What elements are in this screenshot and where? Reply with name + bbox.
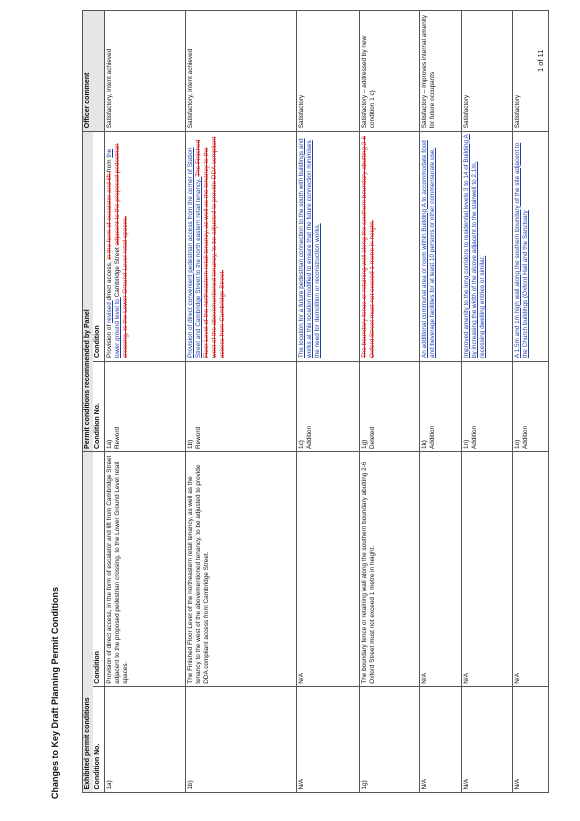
exhibited-condition-header: Condition (93, 452, 104, 687)
exhibited-condition-no: N/A (296, 687, 359, 793)
panel-condition-number: 1k) (420, 440, 428, 449)
deleted-text: in the form of escalator and lift (105, 172, 113, 260)
panel-change-type: Addition (305, 425, 313, 449)
officer-comment: Satisfactory – improves internal amenity for future occupants (419, 11, 461, 132)
exhibited-condition-text: N/A (296, 452, 359, 687)
exhibited-condition-no: 1a) (104, 687, 185, 793)
exhibited-condition-text: The boundary fence or retaining wall along the southern boundary abutting 2-6 Oxford Street must not exceed 1 metre in height. (359, 452, 419, 687)
panel-condition-no (512, 361, 548, 452)
panel-condition-text (296, 131, 359, 361)
inserted-text: An additional communal area or room within Building A to accommodate food and beverage facilities for at least 10 persons or other commensurate use. (420, 140, 436, 359)
panel-condition-no (185, 361, 296, 452)
exhibited-condition-no-header: Condition No. (93, 687, 104, 793)
inserted-text: the lower ground level to (105, 148, 121, 359)
panel-condition-number: 1a) (105, 439, 113, 449)
exhibited-header: Exhibited permit conditions (83, 452, 93, 793)
table-row (359, 11, 419, 793)
panel-change-type: Addition (521, 425, 529, 449)
panel-condition-header: Condition (93, 131, 104, 361)
inserted-text: The location for a future pedestrian connection to the south with buildings and works at this location modified to ensure that the future connection minimises the need for demolition or reconstruction works. (297, 138, 321, 359)
conditions-table (82, 10, 549, 793)
panel-condition-text (104, 131, 185, 361)
table-row (461, 11, 512, 793)
officer-comment: Satisfactory, intent achieved (185, 11, 296, 132)
unchanged-text: Cambridge Street (113, 245, 121, 298)
panel-condition-number: 1o) (513, 439, 521, 449)
officer-comment: Satisfactory (296, 11, 359, 132)
officer-comment: Satisfactory, intent achieved (104, 11, 185, 132)
exhibited-condition-text: The Finished Floor Level of the northeastern retail tenancy, as well as the tenancy to the west of the abovementioned tenancy, to be adjusted to provide DDA compliant access from Cambridge Street. (185, 452, 296, 687)
exhibited-condition-text: N/A (419, 452, 461, 687)
panel-change-type: Addition (428, 425, 436, 449)
officer-header: Officer comment (83, 11, 105, 132)
unchanged-text: from (105, 157, 113, 173)
panel-change-type: Addition (470, 425, 478, 449)
exhibited-condition-no: 1b) (185, 687, 296, 793)
panel-condition-text (419, 131, 461, 361)
panel-condition-no (359, 361, 419, 452)
panel-condition-text (512, 131, 548, 361)
inserted-text: Improved amenity to the long corridors to residential levels 3 to 14 of Building A by increasing the width of the alcove adjacent to the stairwell to 2.1m, recessing dwelling entries or similar. (462, 134, 486, 359)
panel-condition-no (296, 361, 359, 452)
panel-header: Permit conditions recommended by Panel (83, 131, 93, 452)
panel-condition-no-header: Condition No. (93, 361, 104, 452)
officer-comment: Satisfactory (512, 11, 548, 132)
exhibited-condition-no: N/A (461, 687, 512, 793)
exhibited-condition-text: N/A (512, 452, 548, 687)
table-row (296, 11, 359, 793)
panel-condition-no (419, 361, 461, 452)
panel-condition-number: 1c) (297, 440, 305, 449)
document-title: Changes to Key Draft Planning Permit Conditions (50, 586, 60, 799)
table-row (512, 11, 548, 793)
panel-change-type: Reword (113, 426, 121, 449)
conditions-rows (104, 11, 548, 793)
panel-condition-number: 1g) (360, 439, 368, 449)
panel-condition-number: 1n) (462, 439, 470, 449)
officer-comment: Satisfactory – addressed by new condition 1 c) (359, 11, 419, 132)
panel-condition-no (104, 361, 185, 452)
unchanged-text: Provision of (105, 322, 113, 359)
panel-condition-no (461, 361, 512, 452)
panel-condition-text (359, 131, 419, 361)
table-row (185, 11, 296, 793)
exhibited-condition-text: N/A (461, 452, 512, 687)
inserted-text: revised (105, 300, 113, 323)
deleted-text: The Finished Floor Level of the northeastern retail tenancy, as well as the tenancy to the west of the abovementioned tenancy, to be adjusted to provide DDA compliant access from Cambridge Street. (194, 136, 227, 359)
panel-change-type: Deleted (368, 426, 376, 449)
unchanged-text: direct access, (105, 259, 113, 301)
panel-condition-number: 1b) (186, 439, 194, 449)
deleted-text: The boundary fence or retaining wall along the southern boundary abutting 2-6 Oxford Street must not exceed 1 metre in height. (360, 135, 376, 359)
table-row (419, 11, 461, 793)
inserted-text: A 1.5m and 1m high wall along the southern boundary of the site adjacent to the Church buildings (Oxford Hall and the Sanctuary (513, 142, 529, 359)
table-row (104, 11, 185, 793)
inserted-text: Provision of direct convenient pedestrian access from the corner of Station Street and Cambridge Street to the north eastern retail tenancy. (186, 147, 202, 359)
panel-condition-text (185, 131, 296, 361)
deleted-text: adjacent to the proposed pedestrian crossing, to the Lower Ground Level retail spaces. (113, 143, 129, 359)
officer-comment: Satisfactory (461, 11, 512, 132)
exhibited-condition-text: Provision of direct access, in the form of escalator and lift from Cambridge Street adjacent to the proposed pedestrian crossing, to the Lower Ground Level retail spaces. (104, 452, 185, 687)
panel-condition-text (461, 131, 512, 361)
exhibited-condition-no: N/A (419, 687, 461, 793)
exhibited-condition-no: 1g) (359, 687, 419, 793)
exhibited-condition-no: N/A (512, 687, 548, 793)
page-number: 1 of 11 (536, 49, 545, 72)
panel-change-type: Reword (194, 426, 202, 449)
